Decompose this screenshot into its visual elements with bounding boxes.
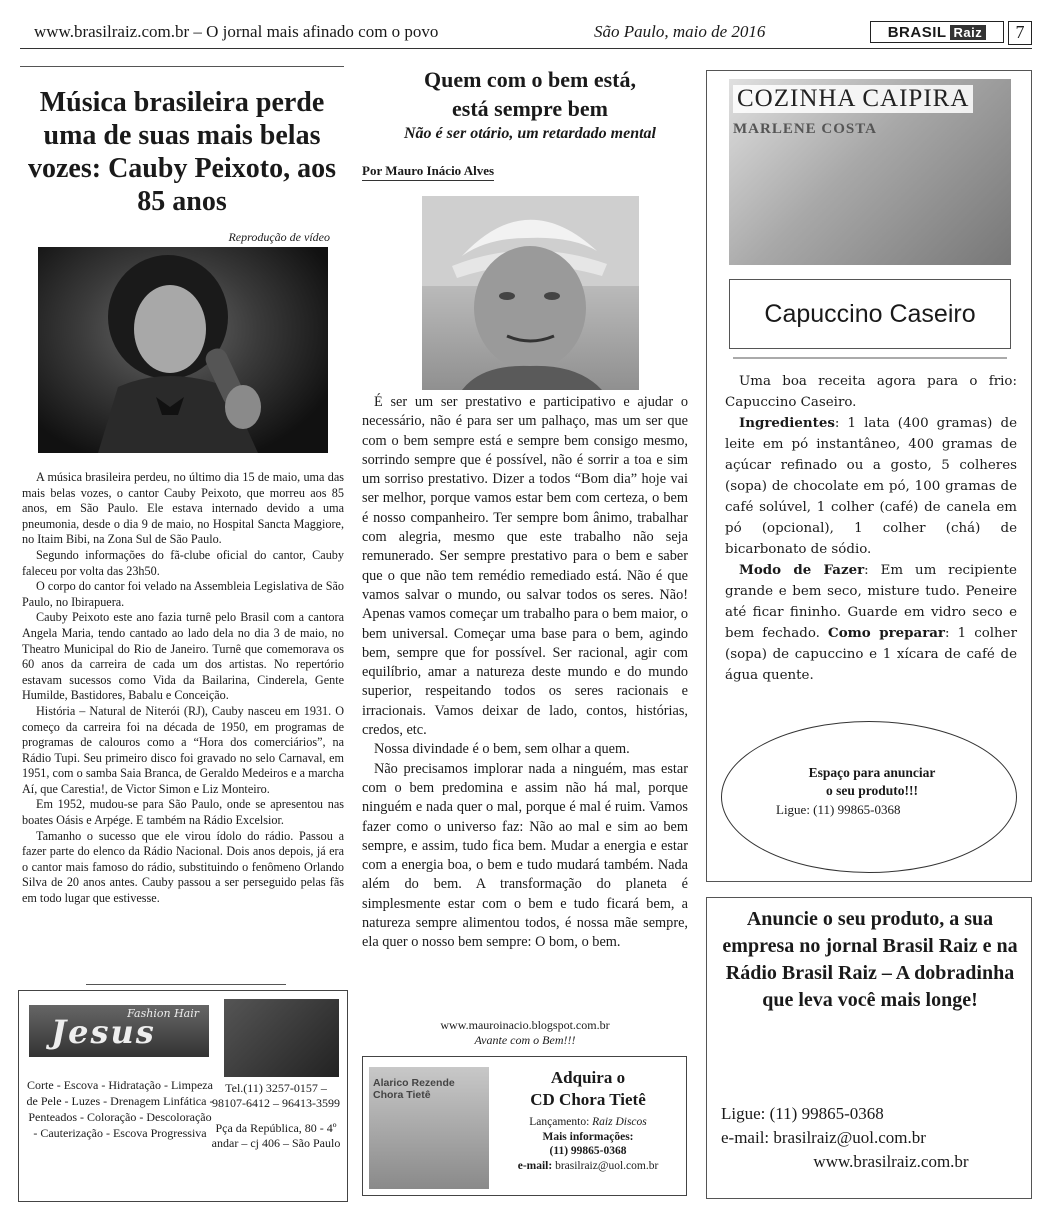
ad-space-phone: Ligue: (11) 99865-0368	[776, 802, 901, 817]
promo-contact	[721, 1102, 1021, 1174]
recipe-title: Capuccino Caseiro	[729, 279, 1011, 349]
article1-paragraph: O corpo do cantor foi velado na Assembleia Legislativa de São Paulo, no Ibirapuera.	[22, 579, 344, 609]
column1-top-rule	[20, 66, 344, 67]
article2-signoff	[362, 1018, 688, 1048]
recipe-box	[706, 70, 1032, 882]
promo-headline: Anuncie o seu produto, a sua empresa no jornal Brasil Raiz e na Rádio Brasil Raiz – A dobradinha que leva você mais longe!	[722, 908, 1018, 1011]
cd-launch	[493, 1115, 683, 1130]
cd-cover-text	[373, 1077, 455, 1101]
cd-email[interactable]: brasilraiz@uol.com.br	[555, 1159, 659, 1172]
salon-owner-photo	[224, 999, 339, 1077]
cd-cover-title: Chora Tietê	[373, 1089, 431, 1101]
ingredients-label: Ingredientes	[739, 415, 835, 431]
article1-paragraph: Em 1952, mudou-se para São Paulo, onde se apresentou nas boates Oásis e Arpége. E também na Rádio Excelsior.	[22, 797, 344, 828]
recipe-method	[725, 560, 1017, 686]
promo-phone: Ligue: (11) 99865-0368	[721, 1104, 884, 1123]
recipe-title-rule	[733, 357, 1007, 359]
promo-website[interactable]: www.brasilraiz.com.br	[813, 1152, 969, 1171]
page-number: 7	[1008, 21, 1032, 45]
salon-contact	[207, 1081, 345, 1151]
cd-ad-title-line: Adquira o	[550, 1068, 626, 1087]
cozinha-caipira-banner	[729, 79, 1011, 265]
prepare-text: : 1 colher (sopa) de capuccino e 1 xícara de café de água quente.	[725, 626, 1017, 683]
header-date: São Paulo, maio de 2016	[594, 22, 766, 41]
logo-raiz-text: Raiz	[950, 25, 987, 40]
article1-photo-credit: Reprodução de vídeo	[228, 230, 330, 244]
ad-jesus-fashion-hair	[18, 990, 348, 1202]
cd-ad-title-line: CD Chora Tietê	[530, 1090, 646, 1109]
header-site-slogan: www.brasilraiz.com.br – O jornal mais afinado com o povo	[34, 22, 439, 41]
cd-email-label: e-mail:	[517, 1159, 553, 1172]
ad-space-line: o seu produto!!!	[825, 783, 918, 798]
article2-headline-line: Quem com o bem está,	[423, 67, 636, 92]
ad-space-line: Espaço para anunciar	[808, 765, 936, 780]
recipe-section-author: MARLENE COSTA	[733, 121, 877, 137]
ad-cd-chora-tiete	[362, 1056, 687, 1196]
cd-launch-label: Lançamento:	[529, 1116, 590, 1128]
cd-label-name: Raiz Discos	[592, 1116, 647, 1128]
article2-paragraph: É ser um ser prestativo e participativo e ajudar o necessário, não é para ser um palhaço, mas um ser que com o bem sempre está e sempre bem consigo mesmo, sorrindo sempre que é possível, não é sorrir a toa e sim um sorriso prestativo. Dizer a todos “Bom dia” hoje vai ser melhor, porque vamos estar bem com certeza, o bem é nosso companheiro. Ter sempre bom ânimo, trabalhar com alegria, mesmo que este trabalho não seja remunerado. Ser sempre prestativo para o bem e saber que o que não tem remédio remediado está. Não é que vamos salvar o mundo, ou salvar todos os seres. Não! Apenas vamos começar um trabalho para o bem maior, o bem universal. Começar uma base para o bem, agindo bem, sempre que for possível. Ser racional, agir com equilíbrio, amar a natureza deste mundo e do mundo superior, respeitando todos os seres racionais e irracionais. Vamos deixar de lado, contos, histórias, credos, etc.	[362, 394, 688, 739]
article1-headline: Música brasileira perde uma de suas mais belas vozes: Cauby Peixoto, aos 85 anos	[28, 87, 336, 217]
method-label: Modo de Fazer	[739, 562, 865, 578]
article2-closing-line: Avante com o Bem!!!	[474, 1033, 576, 1047]
article1-paragraph: A música brasileira perdeu, no último dia 15 de maio, uma das mais belas vozes, o cantor Cauby Peixoto, que morreu aos 85 anos, em São Paulo. Ele estava internado devido a uma pneumonia, desde o dia 9 de maio, no Hospital Sancta Maggiore, no Itaim Bibi, na Zona Sul de São Paulo.	[22, 470, 344, 547]
logo-fashion-hair-text: Fashion Hair	[127, 1007, 199, 1020]
article1-paragraph: História – Natural de Niterói (RJ), Cauby nasceu em 1931. O começo da carreira foi na década de 1950, em programas de programas de calouros como a “Hora dos comerciários”, na Rádio Tupi. Seu primeiro disco foi gravado no selo Carnaval, em 1951, com o samba Saia Branca, de Geraldo Medeiros e a marcha Aí, que Carestia!, de Victor Simon e Liz Monteiro.	[22, 703, 344, 796]
prepare-label: Como preparar	[828, 625, 945, 641]
cd-cover-artist: Alarico Rezende	[373, 1077, 455, 1089]
article2-byline: Por Mauro Inácio Alves	[362, 163, 494, 181]
cd-ad-title	[493, 1067, 683, 1111]
article2-paragraph: Nossa divindade é o bem, sem olhar a quem.	[374, 741, 630, 758]
recipe-section-title: COZINHA CAIPIRA	[733, 85, 973, 113]
brasil-raiz-logo	[870, 21, 1004, 43]
article1-paragraph: Cauby Peixoto este ano fazia turnê pelo Brasil com a cantora Angela Maria, tendo cantado ao lado dela no dia 3 de maio, no Theatro Municipal do Rio de Janeiro. Turnê que comemorava os 60 anos da carreira de cada um dos artistas. No repertório estavam sucessos como Vida da Bailarina, Cinderela, Gente Humilde, Bastidores, Babalu e Conceição.	[22, 610, 344, 703]
recipe-intro: Uma boa receita agora para o frio: Capuccino Caseiro.	[725, 374, 1017, 410]
header-divider	[20, 48, 1032, 49]
salon-address: Pça da República, 80 - 4º andar – cj 406 – São Paulo	[211, 1121, 341, 1150]
ad-brasil-raiz-promo	[706, 897, 1032, 1199]
ad-space-oval	[721, 721, 1017, 873]
cd-email-line	[493, 1159, 683, 1174]
promo-email[interactable]: e-mail: brasilraiz@uol.com.br	[721, 1128, 926, 1147]
article1-body	[22, 470, 344, 907]
jesus-salon-logo	[29, 1005, 209, 1057]
ad-space-headline	[762, 764, 982, 800]
article2-body	[362, 393, 688, 953]
author-portrait-photo	[422, 196, 639, 390]
recipe-text	[725, 371, 1017, 686]
logo-brasil-text: BRASIL	[887, 23, 947, 41]
logo-jesus-text: Jesus	[51, 1013, 156, 1051]
cd-more-info-label: Mais informações:	[542, 1130, 634, 1143]
method-text: : Em um recipiente grande e bem seco, misture tudo. Peneire até ficar fininho. Guarde em vidro seco e bem fechado.	[725, 563, 1017, 641]
article2-headline-line: está sempre bem	[452, 96, 608, 121]
recipe-ingredients	[725, 413, 1017, 560]
article2-headline	[360, 65, 700, 123]
cd-cover-image	[369, 1067, 489, 1189]
salon-phones: Tel.(11) 3257-0157 – 98107-6412 – 96413-3599	[212, 1081, 340, 1110]
salon-services: Corte - Escova - Hidratação - Limpeza de Pele - Luzes - Drenagem Linfática - Penteados - Coloração - Descoloração - Cauterização - Escova Progressiva	[26, 1078, 214, 1140]
article1-paragraph: Tamanho o sucesso que ele virou ídolo do rádio. Passou a fazer parte do elenco da Rádio Nacional. Dois anos depois, já era o cantor mais famoso do rádio, substituindo o fenômeno Orlando Silva de 20 anos antes. Cauby passou a ser perseguido pelas fãs em todo lugar que estivesse.	[22, 828, 344, 906]
ingredients-text: : 1 lata (400 gramas) de leite em pó instantâneo, 400 gramas de açúcar refinado ou a gosto, 5 colheres (sopa) de chocolate em pó, 100 gramas de café solúvel, 1 colher (café) de canela em pó (opcional), 1 colher (chá) de bicarbonato de sódio.	[725, 416, 1017, 557]
author-blog-link[interactable]: www.mauroinacio.blogspot.com.br	[440, 1018, 610, 1032]
column1-bottom-rule	[86, 984, 286, 985]
article1-paragraph: Segundo informações do fã-clube oficial do cantor, Cauby faleceu por volta das 23h50.	[22, 547, 344, 578]
cd-phone: (11) 99865-0368	[549, 1145, 627, 1157]
cauby-singing-photo	[38, 247, 328, 453]
article2-subtitle: Não é ser otário, um retardado mental	[403, 125, 656, 142]
cd-ad-info	[493, 1115, 683, 1173]
article2-paragraph: Não precisamos implorar nada a ninguém, mas estar com o bem predomina e assim não há mal, porque ninguém e nada quer o mal, porque é mal é ruim. Vamos fazer como o universo faz: Não ao mal e sim ao bem sempre, e assim, tudo fica bem. Mudar a energia e estar com a energia boa, o bem e tudo mudará também. Nada além do bem. A transformação do planeta é simplesmente estar com o bem e tudo ficará bem, a natureza sempre alimentou todos, é nossa mãe sempre, ela quer o nosso bem sempre: O bom, o bem.	[362, 760, 688, 951]
